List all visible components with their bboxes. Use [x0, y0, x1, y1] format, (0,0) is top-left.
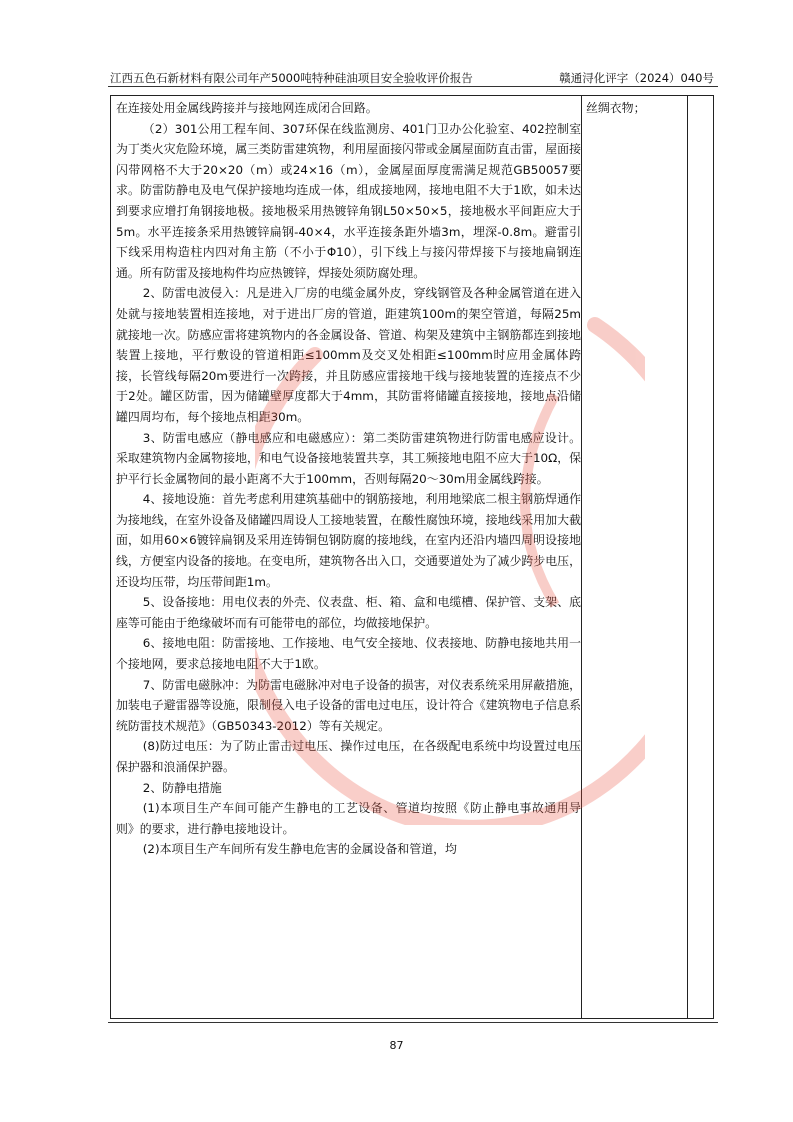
body-paragraph: 6、接地电阻：防雷接地、工作接地、电气安全接地、仪表接地、防静电接地共用一个接地网，要求总接地电阻不大于1欧。 [116, 636, 581, 672]
column-divider-1 [581, 96, 582, 1018]
column-divider-2 [687, 96, 688, 1018]
body-paragraph: (8)防过电压：为了防止雷击过电压、操作过电压，在各级配电系统中均设置过电压保护器和浪涌保护器。 [116, 739, 581, 774]
body-paragraph: (1)本项目生产车间可能产生静电的工艺设备、管道均按照《防止静电事故通用导则》的要求，进行静电接地设计。 [116, 801, 581, 836]
right-text-cell: 丝绸衣物； [586, 101, 646, 115]
footer-rule [108, 1022, 718, 1023]
report-title: 江西五色石新材料有限公司年产5000吨特种硅油项目安全验收评价报告 [110, 71, 473, 85]
body-paragraph: 2、防静电措施 [142, 780, 222, 795]
header-rule [108, 86, 718, 87]
report-number: 赣通浔化评字（2024）040号 [559, 71, 714, 85]
body-paragraph: 5、设备接地：用电仪表的外壳、仪表盘、柜、箱、盒和电缆槽、保护管、支架、底座等可能由于绝缘破坏而有可能带电的部位，均做接地保护。 [116, 595, 581, 630]
page-number: 87 [389, 1039, 404, 1052]
body-paragraph: 3、防雷电感应（静电感应和电磁感应）：第二类防雷建筑物进行防雷电感应设计。采取建筑物内金属物接地，和电气设备接地装置共享，其工频接地电阻不应大于10Ω，保护平行长金属物间的最小距离不大于100mm，否则每隔20～30m用金属线跨接。 [116, 430, 581, 486]
body-paragraph: 7、防雷电磁脉冲：为防雷电磁脉冲对电子设备的损害，对仪表系统采用屏蔽措施，加装电子避雷器等设施，限制侵入电子设备的雷电过电压，设计符合《建筑物电子信息系统防雷技术规范》（GB50343-2012）等有关规定。 [116, 677, 581, 733]
body-paragraph: （2）301公用工程车间、307环保在线监测房、401门卫办公化验室、402控制室为丁类火灾危险环境，属三类防雷建筑物，利用屋面接闪带或金属屋面防直击雷，屋面接闪带网格不大于20×20（m）或24×16（m），金属屋面厚度需满足规范GB50057要求。防雷防静电及电气保护接地均连成一体，组成接地网，接地电阻不大于1欧，如未达到要求应增打角钢接地极。接地极采用热镀锌角钢L50×50×5，接地极水平间距应大于5m。水平连接条采用热镀锌扁钢-40×4，水平连接条距外墙3m，埋深-0.8m。避雷引下线采用构造柱内四对角主筋（不小于Φ10），引下线上与接闪带焊接下与接地扁钢连通。所有防雷及接地构件均应热镀锌，焊接处须防腐处理。 [116, 121, 581, 280]
body-paragraph: 在连接处用金属线跨接并与接地网连成闭合回路。 [116, 101, 378, 115]
content-table [110, 95, 714, 1019]
body-paragraph: 4、接地设施：首先考虑利用建筑基础中的钢筋接地，利用地梁底二根主钢筋焊通作为接地线，在室外设备及储罐四周设人工接地装置，在酸性腐蚀环境，接地线采用加大截面，如用60×6镀锌扁钢及采用连铸铜包钢防腐的接地线，在室内还沿内墙四周明设接地线，方便室内设备的接地。在变电所，建筑物各出入口，交通要道处为了减少跨步电压，还设均压带，均压带间距1m。 [116, 492, 581, 589]
body-paragraph: (2)本项目生产车间所有发生静电危害的金属设备和管道，均 [142, 842, 457, 857]
main-text-cell [116, 98, 581, 860]
body-paragraph: 2、防雷电波侵入：凡是进入厂房的电缆金属外皮，穿线钢管及各种金属管道在进入处就与接地装置相连接地，对于进出厂房的管道，距建筑100m的架空管道，每隔25m就接地一次。防感应雷将建筑物内的各金属设备、管道、构架及建筑中主钢筋都连到接地装置上接地，平行敷设的管道相距≤100mm及交叉处相距≤100mm时应用金属体跨接，长管线每隔20m要进行一次跨接，并且防感应雷接地干线与接地装置的连接点不少于2处。罐区防雷，因为储罐壁厚度都大于4mm，其防雷将储罐直接接地，接地点沿储罐四周均布，每个接地点相距30m。 [116, 286, 581, 424]
page-header [108, 70, 718, 86]
